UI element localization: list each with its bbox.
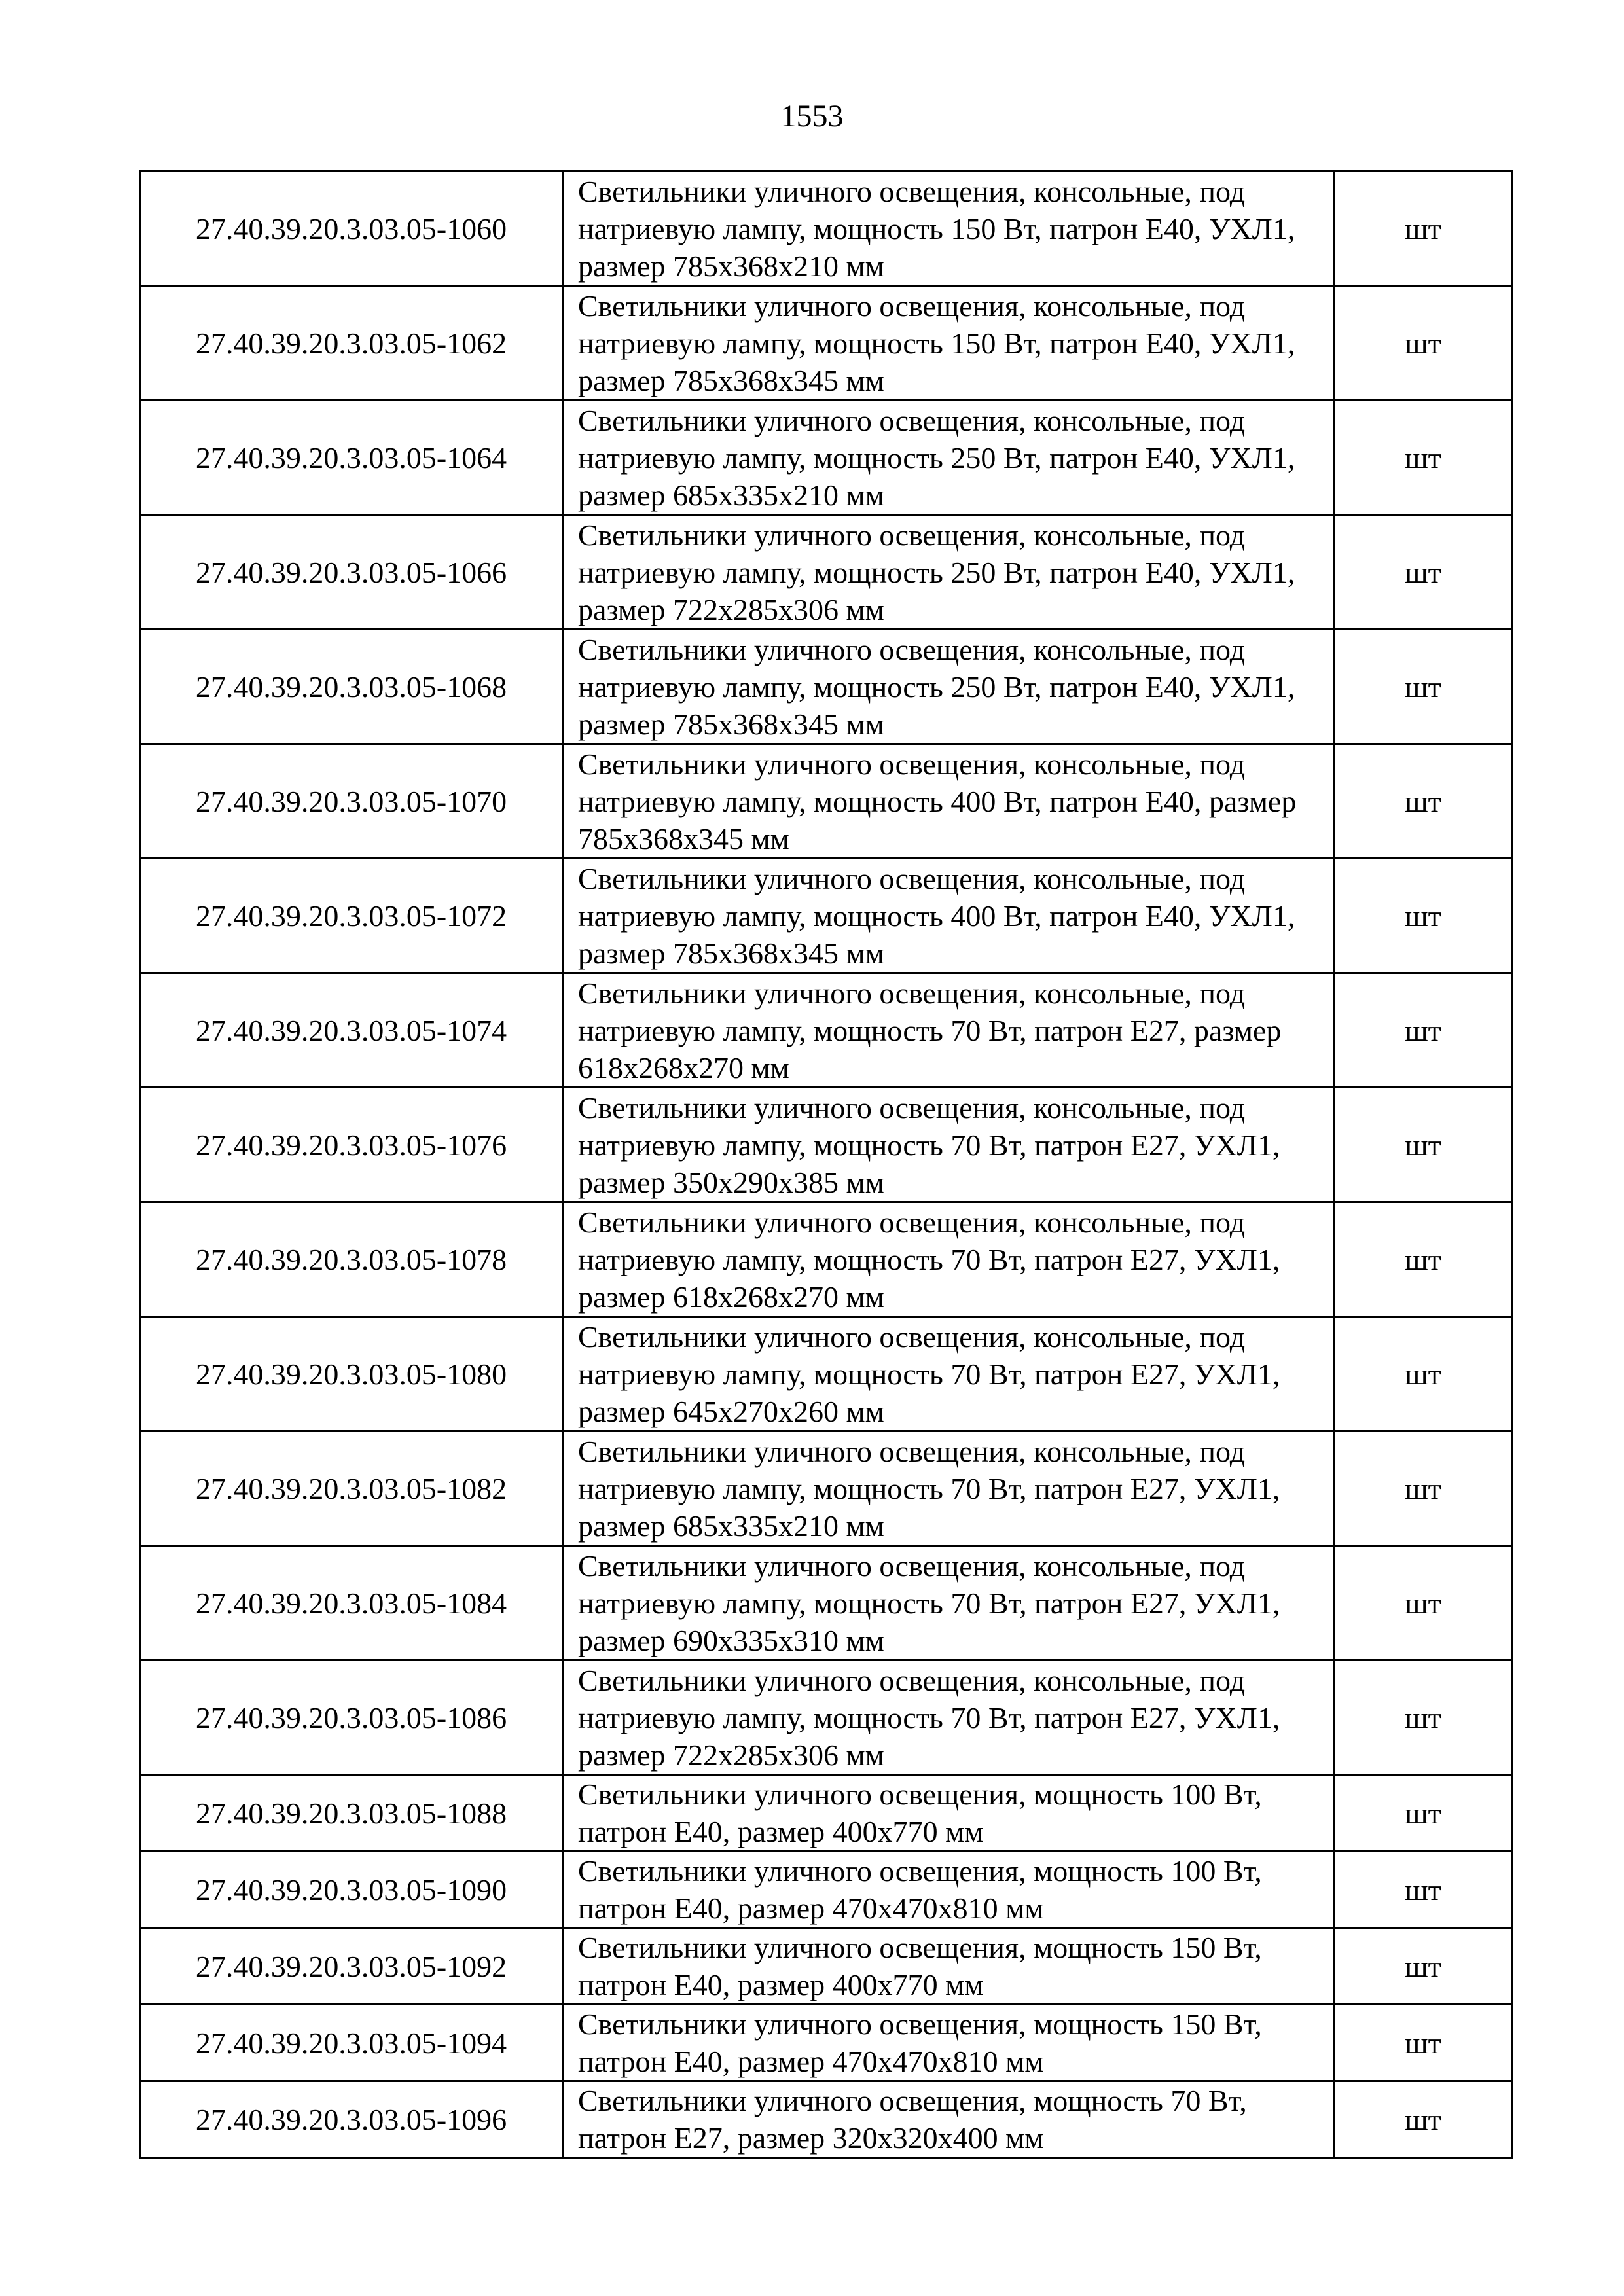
resource-code: 27.40.39.20.3.03.05-1080 — [140, 1317, 563, 1431]
resource-code: 27.40.39.20.3.03.05-1064 — [140, 401, 563, 515]
resource-description: Светильники уличного освещения, консольные, под натриевую лампу, мощность 150 Вт, патрон Е40, УХЛ1, размер 785x368x210 мм — [563, 171, 1334, 286]
resource-description: Светильники уличного освещения, консольные, под натриевую лампу, мощность 250 Вт, патрон Е40, УХЛ1, размер 785x368x345 мм — [563, 630, 1334, 744]
resource-code: 27.40.39.20.3.03.05-1094 — [140, 2005, 563, 2081]
resource-code: 27.40.39.20.3.03.05-1076 — [140, 1088, 563, 1202]
table-row — [140, 286, 1513, 401]
table-row — [140, 859, 1513, 973]
page-number: 1553 — [780, 99, 844, 134]
resource-description: Светильники уличного освещения, консольные, под натриевую лампу, мощность 70 Вт, патрон Е27, УХЛ1, размер 685x335x210 мм — [563, 1431, 1334, 1546]
unit-of-measure: шт — [1334, 1660, 1513, 1775]
resource-description: Светильники уличного освещения, консольные, под натриевую лампу, мощность 70 Вт, патрон Е27, УХЛ1, размер 618x268x270 мм — [563, 1202, 1334, 1317]
resource-description: Светильники уличного освещения, консольные, под натриевую лампу, мощность 70 Вт, патрон Е27, размер 618x268x270 мм — [563, 973, 1334, 1088]
resource-description: Светильники уличного освещения, мощность 100 Вт, патрон Е40, размер 400x770 мм — [563, 1775, 1334, 1852]
resource-description: Светильники уличного освещения, консольные, под натриевую лампу, мощность 70 Вт, патрон Е27, УХЛ1, размер 350x290x385 мм — [563, 1088, 1334, 1202]
unit-of-measure: шт — [1334, 1546, 1513, 1660]
resource-code: 27.40.39.20.3.03.05-1084 — [140, 1546, 563, 1660]
unit-of-measure: шт — [1334, 401, 1513, 515]
resource-description: Светильники уличного освещения, консольные, под натриевую лампу, мощность 400 Вт, патрон Е40, УХЛ1, размер 785x368x345 мм — [563, 859, 1334, 973]
table-row — [140, 171, 1513, 286]
table-row — [140, 973, 1513, 1088]
unit-of-measure: шт — [1334, 1775, 1513, 1852]
unit-of-measure: шт — [1334, 2005, 1513, 2081]
unit-of-measure: шт — [1334, 2081, 1513, 2158]
resource-code: 27.40.39.20.3.03.05-1074 — [140, 973, 563, 1088]
table-row — [140, 1928, 1513, 2005]
table-row — [140, 1852, 1513, 1928]
resource-description: Светильники уличного освещения, мощность 150 Вт, патрон Е40, размер 400x770 мм — [563, 1928, 1334, 2005]
resource-code: 27.40.39.20.3.03.05-1062 — [140, 286, 563, 401]
table-row — [140, 630, 1513, 744]
unit-of-measure: шт — [1334, 1202, 1513, 1317]
resource-description: Светильники уличного освещения, консольные, под натриевую лампу, мощность 250 Вт, патрон Е40, УХЛ1, размер 722x285x306 мм — [563, 515, 1334, 630]
resource-code: 27.40.39.20.3.03.05-1092 — [140, 1928, 563, 2005]
table-row — [140, 1088, 1513, 1202]
table-row — [140, 744, 1513, 859]
resource-description: Светильники уличного освещения, консольные, под натриевую лампу, мощность 70 Вт, патрон Е27, УХЛ1, размер 722x285x306 мм — [563, 1660, 1334, 1775]
unit-of-measure: шт — [1334, 1852, 1513, 1928]
resource-code: 27.40.39.20.3.03.05-1066 — [140, 515, 563, 630]
table-row — [140, 2005, 1513, 2081]
resource-code: 27.40.39.20.3.03.05-1088 — [140, 1775, 563, 1852]
resource-code: 27.40.39.20.3.03.05-1072 — [140, 859, 563, 973]
unit-of-measure: шт — [1334, 171, 1513, 286]
unit-of-measure: шт — [1334, 515, 1513, 630]
resource-code: 27.40.39.20.3.03.05-1060 — [140, 171, 563, 286]
table-row — [140, 401, 1513, 515]
unit-of-measure: шт — [1334, 973, 1513, 1088]
resource-description: Светильники уличного освещения, консольные, под натриевую лампу, мощность 250 Вт, патрон Е40, УХЛ1, размер 685x335x210 мм — [563, 401, 1334, 515]
resource-description: Светильники уличного освещения, консольные, под натриевую лампу, мощность 70 Вт, патрон Е27, УХЛ1, размер 690x335x310 мм — [563, 1546, 1334, 1660]
table-row — [140, 515, 1513, 630]
table-row — [140, 1431, 1513, 1546]
table-row — [140, 1546, 1513, 1660]
table-row — [140, 1660, 1513, 1775]
unit-of-measure: шт — [1334, 1088, 1513, 1202]
table-row — [140, 1775, 1513, 1852]
unit-of-measure: шт — [1334, 1317, 1513, 1431]
resource-table — [139, 170, 1513, 2159]
resource-description: Светильники уличного освещения, мощность 150 Вт, патрон Е40, размер 470x470x810 мм — [563, 2005, 1334, 2081]
resource-description: Светильники уличного освещения, консольные, под натриевую лампу, мощность 70 Вт, патрон Е27, УХЛ1, размер 645x270x260 мм — [563, 1317, 1334, 1431]
unit-of-measure: шт — [1334, 286, 1513, 401]
resource-code: 27.40.39.20.3.03.05-1082 — [140, 1431, 563, 1546]
table-row — [140, 1317, 1513, 1431]
unit-of-measure: шт — [1334, 859, 1513, 973]
resource-description: Светильники уличного освещения, консольные, под натриевую лампу, мощность 150 Вт, патрон Е40, УХЛ1, размер 785x368x345 мм — [563, 286, 1334, 401]
resource-description: Светильники уличного освещения, мощность 70 Вт, патрон Е27, размер 320x320x400 мм — [563, 2081, 1334, 2158]
unit-of-measure: шт — [1334, 1431, 1513, 1546]
table-row — [140, 2081, 1513, 2158]
unit-of-measure: шт — [1334, 630, 1513, 744]
resource-code: 27.40.39.20.3.03.05-1096 — [140, 2081, 563, 2158]
resource-code: 27.40.39.20.3.03.05-1090 — [140, 1852, 563, 1928]
resource-code: 27.40.39.20.3.03.05-1086 — [140, 1660, 563, 1775]
resource-description: Светильники уличного освещения, консольные, под натриевую лампу, мощность 400 Вт, патрон Е40, размер 785x368x345 мм — [563, 744, 1334, 859]
resource-description: Светильники уличного освещения, мощность 100 Вт, патрон Е40, размер 470x470x810 мм — [563, 1852, 1334, 1928]
resource-code: 27.40.39.20.3.03.05-1068 — [140, 630, 563, 744]
resource-code: 27.40.39.20.3.03.05-1070 — [140, 744, 563, 859]
unit-of-measure: шт — [1334, 744, 1513, 859]
unit-of-measure: шт — [1334, 1928, 1513, 2005]
table-row — [140, 1202, 1513, 1317]
resource-code: 27.40.39.20.3.03.05-1078 — [140, 1202, 563, 1317]
